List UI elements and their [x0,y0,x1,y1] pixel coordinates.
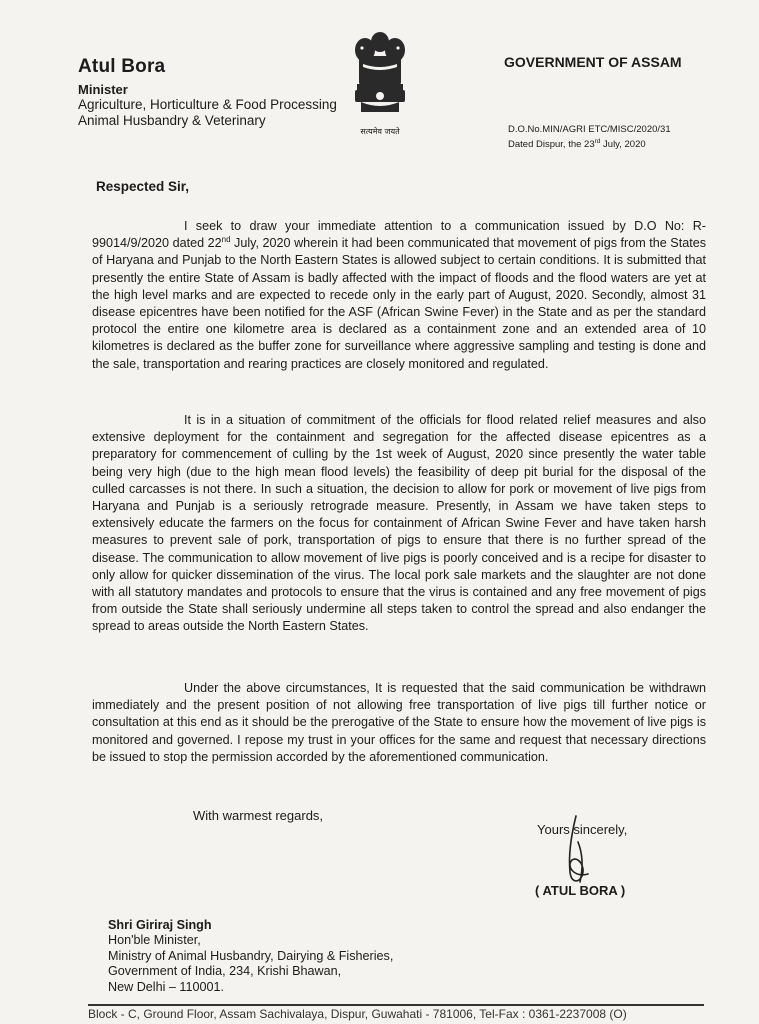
paragraph-3: Under the above circumstances, It is requested that the said communication be withdrawn immediately and the present position of not allowing free transportation of live pigs till further notice or consultation at this end as it should be the prerogative of the State to ensure how the movement of live pigs is monitored and governed. I repose my trust in your offices for the same and request that necessary directions be issued to stop the permission accorded by the aforementioned communication. [92,681,706,764]
recipient-line-4: New Delhi – 110001. [108,979,224,994]
paragraph-2: It is in a situation of commitment of the officials for flood related relief measures and also extensive deployment for the containment and segregation for the affected disease epicentres as a preparatory for commencement of culling by the 1st week of August, 2020 since presently the water table being very high (due to the high mean flood levels) the feasibility of deep pit burial for the disposal of the culled carcasses is not there. In such a situation, the decision to allow for pork or movement of live pigs from Haryana and Punjab is a seriously retrograde measure. Presently, in Assam we have taken steps to extensively educate the farmers on the focus for containment of African Swine Fever and have taken harsh measures to prevent sale of pork, transportation of pigs to ensure that there is no further spread of the disease. The communication to allow movement of live pigs is poorly conceived and is a recipe for disaster to only allow for quicker dissemination of the virus. The local pork sale markets and the slaughter are not done with all statutory mandates and protocols to ensure that the virus is contained and any free movement of pigs from outside the State shall seriously undermine all steps taken to control the spread and also endanger the spread to areas outside the North Eastern States. [92,413,706,634]
footer-address: Block - C, Ground Floor, Assam Sachivalaya, Dispur, Guwahati - 781006, Tel-Fax : 0361-2237008 (O) [88,1007,627,1021]
salutation: Respected Sir, [96,179,190,194]
recipient-line-3: Government of India, 234, Krishi Bhawan, [108,964,342,979]
footer-divider [88,1004,704,1006]
do-number: D.O.No.MIN/AGRI ETC/MISC/2020/31 [508,124,671,135]
sender-portfolio-1: Agriculture, Horticulture & Food Processing [78,97,337,112]
emblem-motto: सत्यमेव जयते [360,127,400,136]
closing: With warmest regards, [193,808,324,823]
recipient-name: Shri Giriraj Singh [108,918,212,932]
recipient-line-2: Ministry of Animal Husbandry, Dairying & Fisheries, [108,948,394,963]
state-emblem [344,28,416,138]
sender-title: Minister [78,82,128,97]
signatory-name: ( ATUL BORA ) [535,883,626,898]
paragraph-1: I seek to draw your immediate attention to a communication issued by D.O No: R-99014/9/2020 dated 22nd July, 2020 wherein it had been communicated that movement of pigs from the States of Haryana and Punjab to the North Eastern States is allowed subject to certain conditions. It is submitted that presently the entire State of Assam is badly affected with the impact of floods and the flood waters are yet at the high level marks and are expected to recede only in the early part of August, 2020. Secondly, almost 31 disease epicentres have been notified for the ASF (African Swine Fever) in the State and as per the standard protocol the entire one kilometre area is declared as a containment zone and an extended area of 10 kilometres is declared as the buffer zone for surveillance where aggressive sampling and testing is done and the sale, transportation and rearing practices are closely monitored and regulated. [92,219,707,371]
handwritten-signature-icon [548,812,628,892]
sender-portfolio-2: Animal Husbandry & Veterinary [78,113,266,128]
government-heading: GOVERNMENT OF ASSAM [504,54,682,70]
reference-block [508,124,671,151]
sender-block [78,56,337,129]
yours-sincerely: Yours sincerely, [537,822,628,837]
lion-capital-icon [349,28,411,124]
recipient-line-1: Hon'ble Minister, [108,933,201,948]
recipient-block [108,918,393,995]
letter-date: Dated Dispur, the 23rd July, 2020 [508,138,646,151]
sender-name: Atul Bora [78,56,166,77]
